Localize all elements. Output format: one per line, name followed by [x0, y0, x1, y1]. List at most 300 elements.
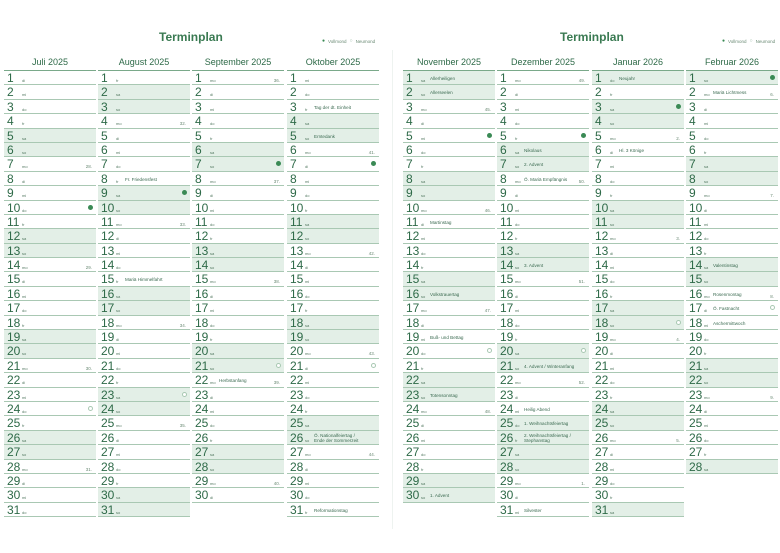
day-row[interactable]: [192, 201, 284, 215]
day-row[interactable]: [592, 503, 684, 517]
day-row[interactable]: [497, 316, 589, 330]
day-row[interactable]: [403, 71, 495, 85]
day-row[interactable]: [192, 186, 284, 200]
day-row[interactable]: [403, 201, 495, 215]
day-row[interactable]: [592, 287, 684, 301]
holiday-note: Erntedank: [314, 133, 335, 139]
day-row[interactable]: [98, 388, 190, 402]
day-row[interactable]: [98, 301, 190, 315]
day-row[interactable]: [287, 488, 379, 502]
day-number: 27: [101, 445, 115, 460]
day-row[interactable]: [192, 344, 284, 358]
day-row[interactable]: [287, 244, 379, 258]
day-row[interactable]: [4, 416, 96, 430]
weekday-label: di: [210, 495, 214, 501]
week-number: 42.: [368, 250, 375, 256]
day-row[interactable]: [686, 431, 778, 445]
day-row[interactable]: [4, 129, 96, 143]
day-row[interactable]: [287, 287, 379, 301]
day-row[interactable]: [4, 344, 96, 358]
day-row[interactable]: [686, 373, 778, 387]
day-row[interactable]: [287, 474, 379, 488]
day-row[interactable]: [592, 445, 684, 459]
day-row[interactable]: [497, 488, 589, 502]
weekday-label: fr: [421, 164, 424, 170]
day-row[interactable]: [592, 431, 684, 445]
day-row[interactable]: [497, 85, 589, 99]
day-row[interactable]: [686, 229, 778, 243]
day-number: 30: [595, 488, 609, 503]
day-row[interactable]: [287, 402, 379, 416]
day-row[interactable]: [592, 388, 684, 402]
day-row[interactable]: [98, 373, 190, 387]
day-row[interactable]: [403, 129, 495, 143]
day-row[interactable]: [592, 474, 684, 488]
day-row[interactable]: [287, 157, 379, 171]
weekday-label: di: [116, 135, 120, 141]
day-row[interactable]: [686, 186, 778, 200]
day-row[interactable]: [4, 445, 96, 459]
day-row[interactable]: [686, 100, 778, 114]
day-row[interactable]: [287, 258, 379, 272]
day-row[interactable]: [192, 301, 284, 315]
day-row[interactable]: [4, 100, 96, 114]
day-row[interactable]: [4, 114, 96, 128]
day-row[interactable]: [4, 258, 96, 272]
day-row[interactable]: [592, 201, 684, 215]
day-row[interactable]: [592, 488, 684, 502]
day-row[interactable]: [403, 143, 495, 157]
day-row[interactable]: [403, 388, 495, 402]
day-row[interactable]: [403, 85, 495, 99]
day-row[interactable]: [4, 272, 96, 286]
day-row[interactable]: [497, 373, 589, 387]
weekday-label: fr: [421, 365, 424, 371]
day-row[interactable]: [98, 416, 190, 430]
day-row[interactable]: [592, 143, 684, 157]
day-row[interactable]: [686, 172, 778, 186]
day-row[interactable]: [592, 85, 684, 99]
holiday-note: Hl. 3 Könige: [619, 147, 645, 153]
day-row[interactable]: [192, 287, 284, 301]
day-row[interactable]: [403, 373, 495, 387]
day-row[interactable]: [592, 129, 684, 143]
day-row[interactable]: [4, 474, 96, 488]
day-row[interactable]: [592, 71, 684, 85]
day-row[interactable]: [4, 287, 96, 301]
day-row[interactable]: [4, 431, 96, 445]
day-row[interactable]: [4, 143, 96, 157]
day-row[interactable]: [4, 330, 96, 344]
day-number: 1: [500, 71, 507, 85]
day-row[interactable]: [4, 402, 96, 416]
day-row[interactable]: [592, 359, 684, 373]
day-row[interactable]: [192, 272, 284, 286]
day-row[interactable]: [497, 344, 589, 358]
day-row[interactable]: [98, 488, 190, 502]
day-row[interactable]: [287, 330, 379, 344]
day-row[interactable]: [98, 215, 190, 229]
weekday-label: mo: [305, 250, 311, 256]
day-row[interactable]: [686, 244, 778, 258]
day-row[interactable]: [192, 100, 284, 114]
weekday-label: mo: [210, 279, 216, 285]
day-row[interactable]: [592, 402, 684, 416]
day-row[interactable]: [287, 201, 379, 215]
weekday-label: so: [116, 106, 121, 112]
day-row[interactable]: [403, 359, 495, 373]
day-row[interactable]: [497, 172, 589, 186]
day-row[interactable]: [98, 287, 190, 301]
day-row[interactable]: [686, 143, 778, 157]
weekday-label: so: [515, 164, 520, 170]
day-row[interactable]: [287, 359, 379, 373]
day-row[interactable]: [686, 201, 778, 215]
day-row[interactable]: [4, 201, 96, 215]
day-row[interactable]: [4, 359, 96, 373]
day-number: 10: [290, 200, 304, 215]
day-number: 9: [500, 186, 507, 201]
day-row[interactable]: [403, 287, 495, 301]
day-row[interactable]: [98, 114, 190, 128]
day-row[interactable]: [192, 143, 284, 157]
day-row[interactable]: [192, 388, 284, 402]
day-row[interactable]: [4, 373, 96, 387]
day-number: 25: [101, 416, 115, 431]
day-row[interactable]: [592, 244, 684, 258]
day-row[interactable]: [4, 503, 96, 517]
day-row[interactable]: [98, 474, 190, 488]
day-row[interactable]: [192, 85, 284, 99]
day-row[interactable]: [98, 157, 190, 171]
day-row[interactable]: [686, 157, 778, 171]
holiday-note: Silvester: [524, 507, 542, 513]
day-row[interactable]: [497, 330, 589, 344]
day-row[interactable]: [497, 460, 589, 474]
holiday-note: Rosenmontag: [713, 291, 742, 297]
day-row[interactable]: [592, 186, 684, 200]
day-row[interactable]: [192, 330, 284, 344]
day-row[interactable]: [592, 258, 684, 272]
day-row[interactable]: [497, 143, 589, 157]
day-row[interactable]: [592, 460, 684, 474]
day-row[interactable]: [287, 388, 379, 402]
day-row[interactable]: [98, 143, 190, 157]
day-row[interactable]: [686, 215, 778, 229]
day-row[interactable]: [497, 402, 589, 416]
day-row[interactable]: [287, 373, 379, 387]
day-row[interactable]: [403, 474, 495, 488]
day-row[interactable]: [4, 316, 96, 330]
day-row[interactable]: [98, 359, 190, 373]
day-row[interactable]: [497, 215, 589, 229]
day-row[interactable]: [403, 258, 495, 272]
day-row[interactable]: [686, 287, 778, 301]
day-row[interactable]: [4, 488, 96, 502]
day-row[interactable]: [287, 460, 379, 474]
day-row[interactable]: [497, 244, 589, 258]
day-row[interactable]: [192, 215, 284, 229]
day-row[interactable]: [592, 215, 684, 229]
day-row[interactable]: [192, 431, 284, 445]
day-row[interactable]: [686, 416, 778, 430]
weekday-label: fr: [116, 480, 119, 486]
day-row[interactable]: [592, 301, 684, 315]
day-row[interactable]: [98, 272, 190, 286]
day-row[interactable]: [686, 344, 778, 358]
day-row[interactable]: [98, 85, 190, 99]
day-row[interactable]: [4, 244, 96, 258]
day-row[interactable]: [287, 503, 379, 517]
day-row[interactable]: [287, 344, 379, 358]
day-row[interactable]: [497, 157, 589, 171]
day-number: 17: [406, 301, 420, 316]
day-row[interactable]: [287, 100, 379, 114]
day-row[interactable]: [98, 186, 190, 200]
day-row[interactable]: [686, 316, 778, 330]
day-row[interactable]: [98, 172, 190, 186]
day-row[interactable]: [497, 100, 589, 114]
day-row[interactable]: [403, 445, 495, 459]
new-moon-icon: [770, 305, 775, 310]
day-row[interactable]: [403, 301, 495, 315]
day-row[interactable]: [192, 229, 284, 243]
day-row[interactable]: [98, 71, 190, 85]
day-row[interactable]: [403, 416, 495, 430]
day-row[interactable]: [287, 316, 379, 330]
day-number: 18: [195, 315, 209, 330]
day-row[interactable]: [686, 359, 778, 373]
day-row[interactable]: [4, 85, 96, 99]
day-number: 28: [7, 459, 21, 474]
day-row[interactable]: [497, 114, 589, 128]
day-row[interactable]: [287, 301, 379, 315]
day-row[interactable]: [497, 474, 589, 488]
day-number: 15: [195, 272, 209, 287]
day-number: 16: [689, 286, 703, 301]
day-row[interactable]: [192, 316, 284, 330]
day-row[interactable]: [497, 272, 589, 286]
day-row[interactable]: [287, 445, 379, 459]
day-row[interactable]: [192, 474, 284, 488]
day-row[interactable]: [4, 229, 96, 243]
day-row[interactable]: [287, 85, 379, 99]
day-row[interactable]: [592, 100, 684, 114]
day-row[interactable]: [287, 172, 379, 186]
day-row[interactable]: [403, 229, 495, 243]
new-moon-icon: ○: [349, 38, 353, 44]
day-row[interactable]: [686, 388, 778, 402]
day-number: 23: [7, 387, 21, 402]
day-row[interactable]: [98, 244, 190, 258]
holiday-note: Ö. Fastnacht: [713, 306, 740, 312]
weekday-label: mi: [515, 509, 520, 515]
day-row[interactable]: [98, 431, 190, 445]
day-row[interactable]: [403, 172, 495, 186]
day-row[interactable]: [192, 129, 284, 143]
holiday-note: Mariä Himmelfahrt: [125, 277, 163, 283]
day-row[interactable]: [403, 215, 495, 229]
weekday-label: mo: [515, 78, 521, 83]
day-number: 1: [7, 71, 14, 85]
day-row[interactable]: [686, 445, 778, 459]
day-row[interactable]: [98, 445, 190, 459]
day-row[interactable]: [98, 402, 190, 416]
day-number: 15: [500, 272, 514, 287]
day-row[interactable]: [497, 503, 589, 517]
day-row[interactable]: [192, 373, 284, 387]
day-row[interactable]: [403, 460, 495, 474]
weekday-label: sa: [22, 337, 27, 343]
day-row[interactable]: [192, 157, 284, 171]
day-number: 15: [406, 272, 420, 287]
day-row[interactable]: [592, 157, 684, 171]
day-row[interactable]: [403, 272, 495, 286]
day-row[interactable]: [98, 201, 190, 215]
day-row[interactable]: [287, 143, 379, 157]
day-row[interactable]: [287, 431, 379, 445]
day-row[interactable]: [287, 71, 379, 85]
day-row[interactable]: [497, 431, 589, 445]
day-row[interactable]: [686, 129, 778, 143]
day-row[interactable]: [4, 172, 96, 186]
weekday-label: so: [421, 193, 426, 199]
day-row[interactable]: [592, 114, 684, 128]
day-number: 3: [195, 99, 202, 114]
weekday-label: sa: [210, 250, 215, 256]
day-row[interactable]: [592, 344, 684, 358]
day-row[interactable]: [686, 301, 778, 315]
day-row[interactable]: [403, 100, 495, 114]
day-row[interactable]: [287, 215, 379, 229]
day-row[interactable]: [287, 114, 379, 128]
weekday-label: mi: [305, 178, 310, 184]
day-row[interactable]: [403, 431, 495, 445]
day-number: 18: [406, 315, 420, 330]
day-row[interactable]: [287, 186, 379, 200]
day-row[interactable]: [497, 359, 589, 373]
day-row[interactable]: [403, 114, 495, 128]
day-row[interactable]: [497, 388, 589, 402]
day-row[interactable]: [592, 373, 684, 387]
day-row[interactable]: [287, 416, 379, 430]
day-row[interactable]: [497, 287, 589, 301]
day-row[interactable]: [497, 258, 589, 272]
day-row[interactable]: [98, 229, 190, 243]
day-row[interactable]: [497, 186, 589, 200]
day-row[interactable]: [192, 114, 284, 128]
day-row[interactable]: [497, 129, 589, 143]
weekday-label: sa: [610, 207, 615, 213]
day-number: 9: [689, 186, 696, 201]
weekday-label: so: [116, 308, 121, 314]
day-row[interactable]: [403, 186, 495, 200]
day-row[interactable]: [403, 402, 495, 416]
day-row[interactable]: [592, 330, 684, 344]
day-row[interactable]: [4, 157, 96, 171]
day-row[interactable]: [192, 460, 284, 474]
day-row[interactable]: [192, 445, 284, 459]
weekday-label: do: [305, 394, 310, 400]
weekday-label: mo: [515, 279, 521, 285]
day-row[interactable]: [192, 172, 284, 186]
day-row[interactable]: [192, 402, 284, 416]
day-row[interactable]: [686, 460, 778, 474]
day-row[interactable]: [403, 344, 495, 358]
day-row[interactable]: [98, 460, 190, 474]
day-row[interactable]: [686, 272, 778, 286]
day-row[interactable]: [4, 460, 96, 474]
day-row[interactable]: [686, 114, 778, 128]
day-row[interactable]: [497, 201, 589, 215]
day-row[interactable]: [403, 244, 495, 258]
day-number: 3: [101, 99, 108, 114]
day-row[interactable]: [98, 316, 190, 330]
day-row[interactable]: [4, 71, 96, 85]
day-number: 4: [101, 114, 108, 129]
day-row[interactable]: [403, 157, 495, 171]
day-row[interactable]: [497, 445, 589, 459]
day-row[interactable]: [4, 388, 96, 402]
weekday-label: mi: [116, 452, 121, 458]
weekday-label: sa: [515, 351, 520, 357]
day-row[interactable]: [592, 272, 684, 286]
day-row[interactable]: [592, 416, 684, 430]
day-row[interactable]: [287, 272, 379, 286]
day-row[interactable]: [98, 258, 190, 272]
day-row[interactable]: [4, 301, 96, 315]
day-row[interactable]: [497, 71, 589, 85]
day-row[interactable]: [497, 229, 589, 243]
weekday-label: di: [704, 106, 708, 112]
week-number: 5.: [676, 437, 680, 443]
day-row[interactable]: [192, 71, 284, 85]
day-row[interactable]: [4, 215, 96, 229]
day-number: 5: [7, 128, 14, 143]
day-row[interactable]: [287, 129, 379, 143]
day-row[interactable]: [592, 229, 684, 243]
day-number: 21: [689, 358, 703, 373]
weekday-label: mi: [610, 365, 615, 371]
day-row[interactable]: [592, 316, 684, 330]
day-row[interactable]: [403, 316, 495, 330]
day-row[interactable]: [192, 258, 284, 272]
day-row[interactable]: [192, 416, 284, 430]
day-row[interactable]: [192, 488, 284, 502]
day-row[interactable]: [403, 488, 495, 502]
day-row[interactable]: [192, 244, 284, 258]
weekday-label: di: [116, 236, 120, 242]
day-row[interactable]: [98, 330, 190, 344]
day-row[interactable]: [98, 129, 190, 143]
day-row[interactable]: [192, 359, 284, 373]
day-row[interactable]: [4, 186, 96, 200]
day-row[interactable]: [686, 71, 778, 85]
day-row[interactable]: [686, 330, 778, 344]
day-row[interactable]: [497, 416, 589, 430]
day-row[interactable]: [403, 330, 495, 344]
day-row[interactable]: [592, 172, 684, 186]
weekday-label: mo: [116, 121, 122, 127]
day-row[interactable]: [287, 229, 379, 243]
day-row[interactable]: [98, 503, 190, 517]
day-row[interactable]: [497, 301, 589, 315]
day-row[interactable]: [98, 344, 190, 358]
day-row[interactable]: [686, 402, 778, 416]
day-row[interactable]: [686, 85, 778, 99]
day-row[interactable]: [98, 100, 190, 114]
day-row[interactable]: [686, 258, 778, 272]
